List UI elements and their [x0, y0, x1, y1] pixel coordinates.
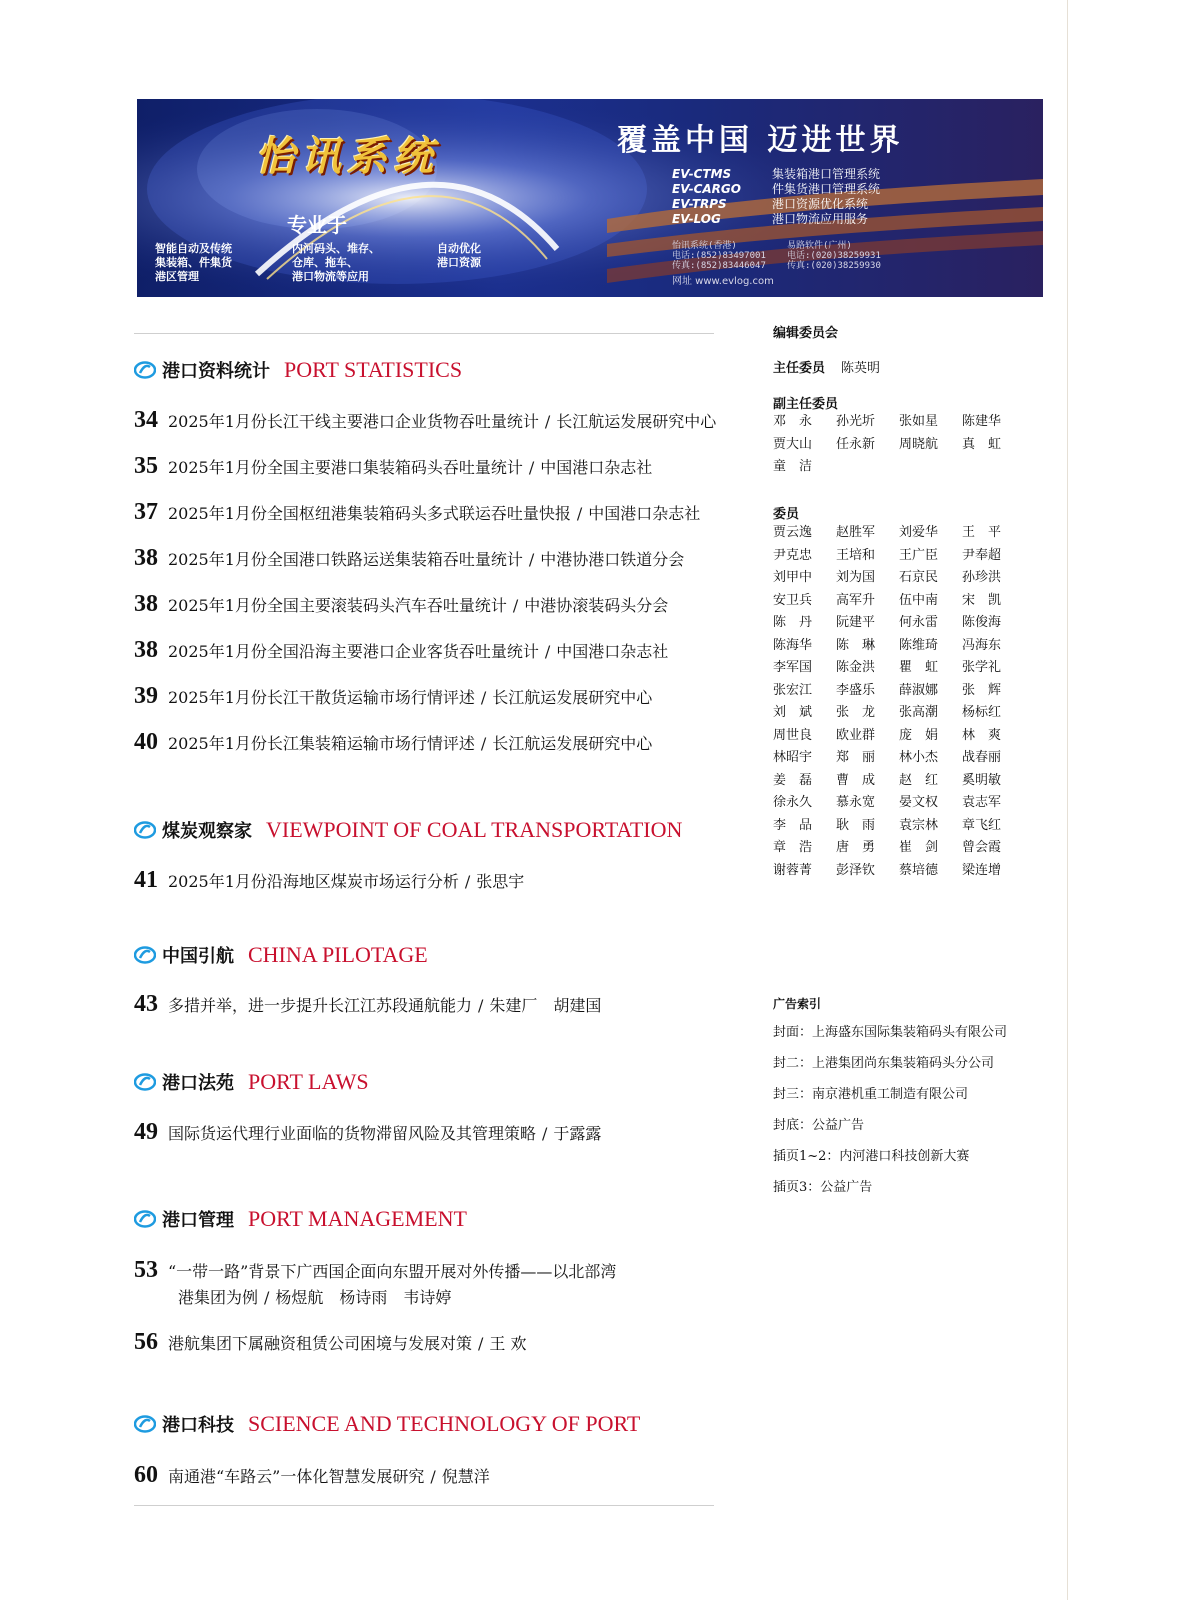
banner-blurb-3: 自动优化 港口资源	[437, 242, 481, 269]
committee-name: 奚明敏	[962, 772, 1002, 788]
ad-index-item: 封二：上港集团尚东集装箱码头分公司	[773, 1056, 995, 1071]
toc-entry[interactable]: 49 国际货运代理行业面临的货物滞留风险及其管理策略 / 于露露	[134, 1119, 602, 1145]
committee-name: 尹克忠	[773, 547, 813, 563]
committee-name: 晏文权	[899, 795, 939, 810]
committee-name: 曾会霞	[962, 840, 1002, 855]
committee-name: 梁连增	[962, 862, 1002, 878]
banner-product: EV-CARGO 件集货港口管理系统	[672, 182, 881, 196]
committee-name: 陈建华	[962, 414, 1002, 429]
committee-title: 编辑委员会	[773, 326, 839, 341]
committee-name: 阮建平	[836, 615, 876, 630]
section-coal: 煤炭观察家 VIEWPOINT OF COAL TRANSPORTATION	[134, 817, 682, 843]
toc-entry[interactable]: 41 2025年1月份沿海地区煤炭市场运行分析 / 张思宇	[134, 867, 525, 893]
committee-name: 刘为国	[836, 570, 876, 585]
divider-bottom	[134, 1505, 714, 1506]
committee-name: 张 龙	[836, 705, 876, 720]
committee-name: 石京民	[899, 570, 939, 585]
committee-name: 慕永宽	[836, 795, 876, 810]
banner-product: EV-CTMS 集装箱港口管理系统	[672, 167, 881, 181]
banner-slogan: 覆盖中国 迈进世界	[617, 123, 904, 158]
committee-name: 袁志军	[962, 795, 1002, 810]
committee-name: 欧业群	[836, 727, 876, 743]
committee-name: 李盛乐	[836, 682, 876, 698]
committee-name: 李 品	[773, 817, 813, 833]
committee-name: 王培和	[836, 547, 876, 563]
section-port-management: 港口管理 PORT MANAGEMENT	[134, 1206, 467, 1232]
committee-name: 张宏江	[773, 682, 813, 698]
member-list	[773, 522, 1033, 882]
committee-name: 真 虹	[962, 436, 1002, 452]
wave-icon	[134, 361, 156, 379]
committee-name: 庞 娟	[899, 727, 939, 743]
committee-name: 李军国	[773, 660, 813, 675]
page-edge-rule	[1067, 0, 1068, 1600]
toc-entry[interactable]: 60 南通港“车路云”一体化智慧发展研究 / 倪慧洋	[134, 1462, 490, 1488]
banner-product: EV-LOG 港口物流应用服务	[672, 212, 869, 226]
ads-list	[773, 1017, 1007, 1203]
committee-name: 陈维琦	[899, 637, 939, 653]
section-port-statistics: 港口资料统计 PORT STATISTICS	[134, 357, 462, 383]
committee-name: 袁宗林	[899, 817, 939, 833]
ad-index-item: 封底：公益广告	[773, 1118, 865, 1133]
committee-name: 尹奉超	[962, 547, 1002, 563]
toc-entry[interactable]: 38 2025年1月份全国主要滚装码头汽车吞吐量统计 / 中港协滚装码头分会	[134, 591, 669, 617]
committee-name: 高军升	[836, 592, 876, 608]
committee-name: 张高潮	[899, 705, 939, 720]
committee-name: 周晓航	[899, 436, 939, 452]
banner-product: EV-TRPS 港口资源优化系统	[672, 197, 869, 211]
committee-name: 何永雷	[899, 615, 939, 630]
banner-ad	[137, 99, 1043, 297]
banner-website: 网址 www.evlog.com	[672, 276, 774, 287]
ads-title: 广告索引	[773, 997, 822, 1011]
committee-name: 崔 剑	[899, 840, 939, 855]
toc-entry[interactable]: 37 2025年1月份全国枢纽港集装箱码头多式联运吞吐量快报 / 中国港口杂志社	[134, 499, 701, 525]
committee-name: 陈 丹	[773, 615, 813, 630]
toc-entry[interactable]: 53 “一带一路”背景下广西国企面向东盟开展对外传播——以北部湾 港集团为例 / 杨煜航 杨诗雨 韦诗婷	[134, 1257, 617, 1307]
committee-name: 战春丽	[962, 750, 1002, 765]
members-label: 委员	[773, 507, 800, 522]
toc-entry[interactable]: 43 多措并举，进一步提升长江江苏段通航能力 / 朱建厂 胡建国	[134, 991, 602, 1017]
committee-name: 张 辉	[962, 682, 1002, 698]
toc-entry[interactable]: 40 2025年1月份长江集装箱运输市场行情评述 / 长江航运发展研究中心	[134, 729, 653, 755]
committee-name: 姜 磊	[773, 772, 813, 788]
wave-icon	[134, 1210, 156, 1228]
banner-blurb-1: 智能自动及传统 集装箱、件集货 港区管理	[155, 242, 232, 283]
committee-name: 陈金洪	[836, 660, 876, 675]
committee-name: 童 洁	[773, 459, 813, 474]
ad-index-item: 封面：上海盛东国际集装箱码头有限公司	[773, 1025, 1008, 1040]
committee-name: 谢蓉菁	[773, 862, 813, 878]
toc-entry[interactable]: 34 2025年1月份长江干线主要港口企业货物吞吐量统计 / 长江航运发展研究中心	[134, 407, 717, 433]
banner-brand: 怡讯系统	[255, 133, 439, 180]
committee-name: 林 爽	[962, 727, 1002, 743]
committee-name: 瞿 虹	[899, 660, 939, 675]
committee-name: 陈海华	[773, 637, 813, 653]
wave-icon	[134, 821, 156, 839]
committee-name: 冯海东	[962, 637, 1002, 653]
committee-name: 赵 红	[899, 772, 939, 788]
committee-name: 周世良	[773, 727, 813, 743]
committee-name: 耿 雨	[836, 817, 876, 833]
wave-icon	[134, 946, 156, 964]
committee-name: 孙光圻	[836, 414, 876, 429]
toc-entry[interactable]: 38 2025年1月份全国港口铁路运送集装箱吞吐量统计 / 中港协港口铁道分会	[134, 545, 685, 571]
toc-entry[interactable]: 38 2025年1月份全国沿海主要港口企业客货吞吐量统计 / 中国港口杂志社	[134, 637, 669, 663]
toc-entry[interactable]: 35 2025年1月份全国主要港口集装箱码头吞吐量统计 / 中国港口杂志社	[134, 453, 653, 479]
committee-name: 林小杰	[899, 750, 939, 765]
banner-professional: 专业于	[287, 213, 347, 237]
committee-name: 徐永久	[773, 795, 813, 810]
banner-contact-hk: 怡讯系统(香港) 电话:(852)83497001 传真:(852)83446047	[672, 241, 766, 271]
committee-name: 孙珍洪	[962, 570, 1002, 585]
committee-name: 刘 斌	[773, 705, 813, 720]
committee-name: 郑 丽	[836, 750, 876, 765]
committee-name: 杨标红	[962, 705, 1002, 720]
committee-name: 王 平	[962, 525, 1002, 540]
committee-name: 林昭宇	[773, 750, 813, 765]
vice-chair-list	[773, 411, 1033, 479]
wave-icon	[134, 1415, 156, 1433]
toc-entry[interactable]: 56 港航集团下属融资租赁公司困境与发展对策 / 王 欢	[134, 1329, 527, 1355]
committee-name: 张如星	[899, 414, 939, 429]
committee-name: 陈 琳	[836, 637, 876, 653]
committee-name: 陈俊海	[962, 615, 1002, 630]
vice-chair-label: 副主任委员	[773, 397, 839, 412]
committee-name: 安卫兵	[773, 592, 813, 608]
ad-index-item: 插页1~2：内河港口科技创新大赛	[773, 1149, 970, 1164]
committee-name: 张学礼	[962, 660, 1002, 675]
banner-blurb-2: 内河码头、堆存、 仓库、拖车、 港口物流等应用	[292, 242, 380, 283]
committee-name: 曹 成	[836, 772, 876, 788]
section-technology: 港口科技 SCIENCE AND TECHNOLOGY OF PORT	[134, 1411, 640, 1437]
ad-index-item: 封三：南京港机重工制造有限公司	[773, 1087, 969, 1102]
divider-top	[134, 333, 714, 334]
committee-name: 蔡培德	[899, 862, 939, 878]
committee-name: 彭泽钦	[836, 862, 876, 878]
banner-contact-gz: 易路软件(广州) 电话:(020)38259931 传真:(020)38259930	[787, 241, 881, 271]
committee-name: 任永新	[836, 436, 876, 452]
committee-name: 刘爱华	[899, 525, 939, 540]
committee-name: 刘甲中	[773, 570, 813, 585]
committee-chair: 主任委员 陈英明	[773, 361, 881, 376]
committee-name: 伍中南	[899, 592, 939, 608]
section-pilotage: 中国引航 CHINA PILOTAGE	[134, 942, 428, 968]
committee-name: 贾云逸	[773, 525, 813, 540]
committee-name: 章 浩	[773, 840, 813, 855]
committee-name: 邓 永	[773, 414, 813, 429]
section-port-laws: 港口法苑 PORT LAWS	[134, 1069, 369, 1095]
committee-name: 唐 勇	[836, 840, 876, 855]
committee-name: 宋 凯	[962, 592, 1002, 608]
committee-name: 薛淑娜	[899, 682, 939, 698]
wave-icon	[134, 1073, 156, 1091]
committee-name: 贾大山	[773, 436, 813, 452]
toc-entry[interactable]: 39 2025年1月份长江干散货运输市场行情评述 / 长江航运发展研究中心	[134, 683, 653, 709]
ad-index-item: 插页3：公益广告	[773, 1180, 873, 1195]
committee-name: 王广臣	[899, 547, 939, 563]
committee-name: 章飞红	[962, 817, 1002, 833]
committee-name: 赵胜军	[836, 525, 876, 540]
